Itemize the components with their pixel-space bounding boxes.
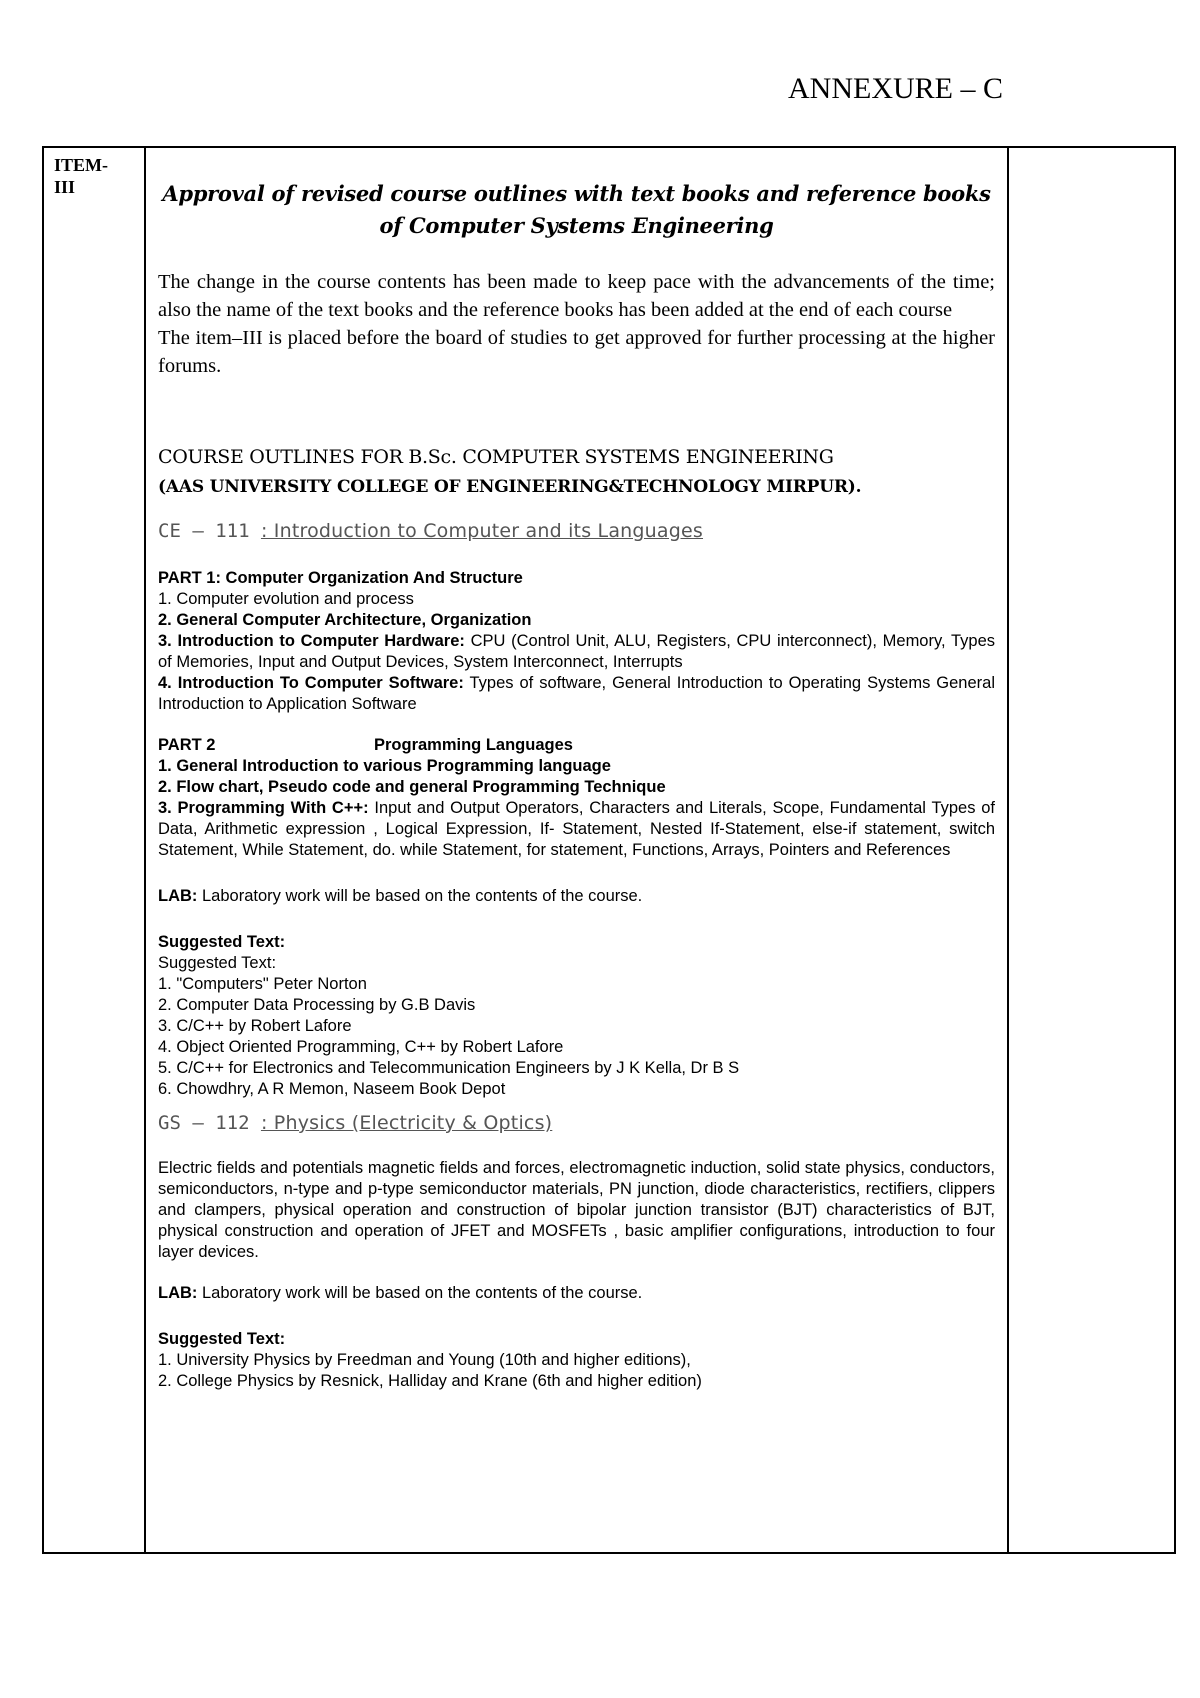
book-item: 3. C/C++ by Robert Lafore [158, 1017, 352, 1035]
intro-paragraph-2: The item–III is placed before the board of studies to get approved for further processing at the higher forums. [158, 327, 995, 377]
course-code: GS – 112 [158, 1112, 261, 1134]
document-title: Approval of revised course outlines with text books and reference books of Computer Systems Engineering [162, 181, 991, 238]
course-name: : Physics (Electricity & Optics) [260, 1112, 553, 1134]
suggested-texts-ce111 [158, 932, 995, 1100]
part1-section [158, 568, 995, 715]
lab-text: Laboratory work will be based on the contents of the course. [197, 1284, 643, 1302]
course-description: Electric fields and potentials magnetic fields and forces, electromagnetic induction, solid state physics, conductors, semiconductors, n-type and p-type semiconductor materials, PN junction, diode characteristics, rectifiers, clippers and clampers, physical operation and construction of bipolar junction transistor (BJT) characteristics of BJT, physical construction and operation of JFET and MOSFETs , basic amplifier configurations, introduction to four layer devices. [158, 1159, 995, 1261]
lab-label: LAB: [158, 1284, 198, 1302]
book-item: 6. Chowdhry, A R Memon, Naseem Book Depot [158, 1080, 506, 1098]
part1-line-3 [158, 631, 995, 673]
intro-paragraph-1: The change in the course contents has been made to keep pace with the advancements of the time; also the name of the text books and the reference books has been added at the end of each course [158, 271, 995, 321]
part2-line-2: 2. Flow chart, Pseudo code and general Programming Technique [158, 778, 666, 796]
book-item: 1. University Physics by Freedman and Young (10th and higher editions), [158, 1351, 691, 1369]
course-code: CE – 111 [158, 520, 261, 542]
suggested-text-heading: Suggested Text: [158, 1330, 286, 1348]
lab-note-ce111 [158, 886, 995, 907]
suggested-text-heading: Suggested Text: [158, 933, 286, 951]
book-item: 1. "Computers" Peter Norton [158, 975, 367, 993]
lab-line [158, 886, 995, 907]
lab-label: LAB: [158, 887, 198, 905]
part1-line-3-text: CPU (Control Unit, ALU, Registers, CPU interconnect), Memory, Types of Memories, Input and Output Devices, System Interconnect, Interrupts [158, 632, 995, 671]
part2-label: PART 2 [158, 736, 216, 754]
part1-heading: PART 1: Computer Organization And Structure [158, 569, 523, 587]
course-description-gs112 [158, 1158, 995, 1263]
part2-section [158, 735, 995, 861]
part2-heading: Programming Languages [374, 736, 573, 754]
lab-note-gs112 [158, 1283, 995, 1304]
part1-line-1: 1. Computer evolution and process [158, 590, 414, 608]
item-cell [43, 147, 145, 1553]
book-item: 2. College Physics by Resnick, Halliday and Krane (6th and higher edition) [158, 1372, 702, 1390]
part1-line-4-label: 4. Introduction To Computer Software: [158, 674, 464, 692]
lab-text: Laboratory work will be based on the contents of the course. [197, 887, 643, 905]
part1-line-2: 2. General Computer Architecture, Organization [158, 611, 532, 629]
part2-line-1: 1. General Introduction to various Programming language [158, 757, 611, 775]
part2-line-3 [158, 798, 995, 861]
remarks-cell [1008, 147, 1175, 1553]
intro-section [158, 268, 995, 380]
suggested-texts-gs112 [158, 1329, 995, 1392]
part1-line-3-label: 3. Introduction to Computer Hardware: [158, 632, 465, 650]
suggested-text-repeat: Suggested Text: [158, 954, 277, 972]
outlines-title: COURSE OUTLINES FOR B.Sc. COMPUTER SYSTEMS ENGINEERING [158, 446, 834, 468]
book-item: 2. Computer Data Processing by G.B Davis [158, 996, 476, 1014]
outlines-subtitle: (AAS UNIVERSITY COLLEGE OF ENGINEERING&TECHNOLOGY MIRPUR). [158, 477, 862, 497]
agenda-table [42, 146, 1176, 1554]
book-item: 4. Object Oriented Programming, C++ by Robert Lafore [158, 1038, 564, 1056]
part1-line-4 [158, 673, 995, 715]
annexure-heading: ANNEXURE – C [788, 72, 1003, 105]
course-heading-ce111 [158, 516, 995, 546]
part2-line-3-label: 3. Programming With C++: [158, 799, 369, 817]
part2-line-3-text: Input and Output Operators, Characters and Literals, Scope, Fundamental Types of Data, Arithmetic expression , Logical Expression, If- Statement, Nested If-Statement, else-if statement, switch Statement, While Statement, do. while Statement, for statement, Functions, Arrays, Pointers and References [158, 799, 995, 859]
part2-heading-line [158, 735, 995, 756]
agenda-row [43, 147, 1175, 1553]
course-name: : Introduction to Computer and its Languages [260, 520, 704, 542]
content-cell [145, 147, 1008, 1553]
book-item: 5. C/C++ for Electronics and Telecommunication Engineers by J K Kella, Dr B S [158, 1059, 740, 1077]
lab-line [158, 1283, 995, 1304]
item-label: ITEM-III [54, 155, 108, 197]
part1-line-4-text: Types of software, General Introduction to Operating Systems General Introduction to Application Software [158, 674, 995, 713]
course-heading-gs112 [158, 1108, 995, 1138]
